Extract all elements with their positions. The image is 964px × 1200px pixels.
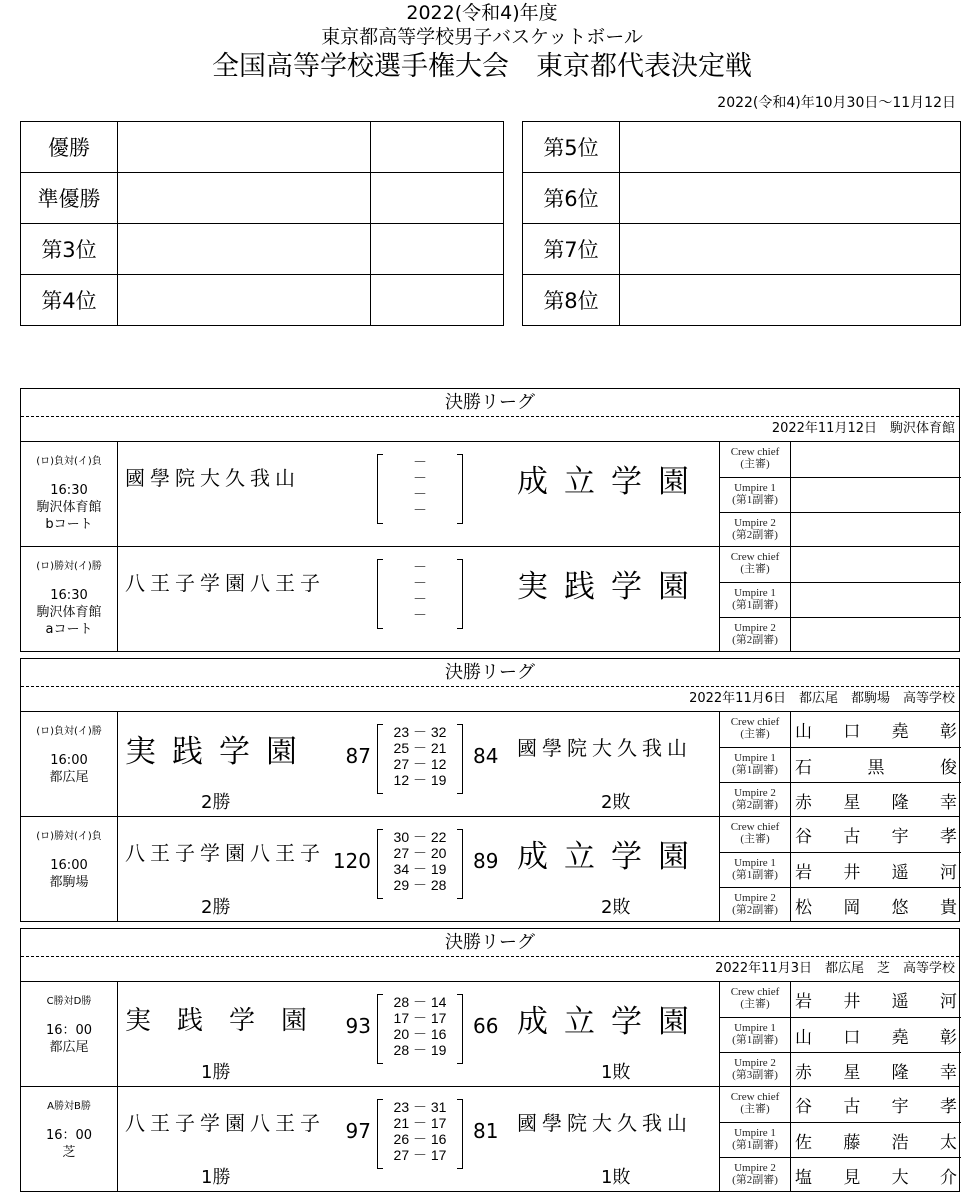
rank-label: 第5位: [523, 122, 620, 173]
game-row: [21, 547, 959, 651]
left-score: 120: [332, 849, 371, 873]
title-league: 東京都高等学校男子バスケットボール: [321, 26, 643, 48]
ranking-table-right: [522, 121, 961, 326]
ranking-row: [523, 173, 961, 224]
left-team: 八王子学園八王子: [125, 571, 325, 595]
referee-name: 赤星隆幸: [795, 1063, 957, 1083]
left-result: 1勝: [201, 1062, 231, 1083]
game-time-venue: 16：00 都広尾: [45, 1023, 93, 1055]
ref-label-umpire1: Umpire 1 (第1副審): [719, 1123, 791, 1157]
referee-name: 谷古宇孝: [795, 827, 957, 847]
referee-panel: [719, 817, 961, 921]
quarter-scores: 23 － 31 21 － 17 26 － 16 27 － 17: [377, 1099, 463, 1169]
referee-panel: [719, 547, 961, 651]
referee-name: 谷古宇孝: [795, 1097, 957, 1117]
game-row: [21, 1087, 959, 1191]
section-venue: 2022年11月3日 都広尾 芝 高等学校: [21, 957, 959, 982]
quarter-scores: 23 － 32 25 － 21 27 － 12 12 － 19: [377, 724, 463, 794]
game-time-venue: 16：00 芝: [45, 1128, 93, 1160]
ranking-row: [21, 224, 504, 275]
referee-name: 赤星隆幸: [795, 793, 957, 813]
right-result: 1敗: [601, 1062, 631, 1083]
game-time-venue: 16:30 駒沢体育館 aコート: [36, 588, 102, 637]
game-info: [21, 817, 118, 921]
ref-label-umpire1: Umpire 1 (第1副審): [719, 748, 791, 782]
right-team: 実践学園: [517, 569, 705, 605]
title-tournament: 全国高等学校選手権大会 東京都代表決定戦: [212, 51, 752, 82]
right-team: 成立学園: [517, 839, 705, 875]
rank-team-cell: [118, 173, 371, 224]
referee-name: 岩井遥河: [795, 863, 957, 883]
rank-team-cell: [118, 224, 371, 275]
game-row: [21, 982, 959, 1087]
rank-team-cell: [620, 173, 961, 224]
left-team: 國學院大久我山: [125, 466, 300, 490]
referee-name: 岩井遥河: [795, 992, 957, 1012]
section-venue: 2022年11月6日 都広尾 都駒場 高等学校: [21, 687, 959, 712]
ranking-row: [523, 275, 961, 326]
left-result: 2勝: [201, 897, 231, 918]
game-time-venue: 16:00 都広尾: [49, 753, 89, 785]
referee-name: 山口堯彰: [795, 722, 957, 742]
game-info: [21, 442, 118, 546]
left-score: 93: [345, 1014, 371, 1038]
game-row: [21, 442, 959, 547]
left-score: 87: [345, 744, 371, 768]
title-year: 2022(令和4)年度: [406, 2, 558, 24]
quarter-scores: 28 － 14 17 － 17 20 － 16 28 － 19: [377, 994, 463, 1064]
ranking-row: [21, 173, 504, 224]
right-score: 84: [473, 744, 499, 768]
referee-name: 山口堯彰: [795, 1028, 957, 1048]
referee-name: 佐藤浩太: [795, 1133, 957, 1153]
rank-label: 第6位: [523, 173, 620, 224]
matchup-code: A勝対B勝: [47, 1101, 91, 1112]
ref-label-umpire2: Umpire 2 (第2副審): [719, 618, 791, 651]
referee-panel: [719, 712, 961, 816]
right-team: 成立学園: [517, 464, 705, 500]
ref-label-crew-chief: Crew chief (主審): [719, 1087, 791, 1122]
rank-team-cell: [620, 275, 961, 326]
right-team: 成立学園: [517, 1004, 705, 1040]
right-result: 2敗: [601, 792, 631, 813]
left-team: 実践学園: [125, 1006, 334, 1036]
ranking-row: [523, 122, 961, 173]
rank-extra-cell: [371, 173, 504, 224]
right-team: 國學院大久我山: [517, 1111, 692, 1135]
game-time-venue: 16:30 駒沢体育館 bコート: [36, 483, 102, 532]
matchup-code: (ロ)勝対(イ)負: [36, 831, 102, 842]
quarter-scores: － － － －: [377, 454, 463, 524]
ref-label-umpire2: Umpire 2 (第2副審): [719, 513, 791, 546]
left-team: 八王子学園八王子: [125, 1111, 325, 1135]
left-result: 1勝: [201, 1167, 231, 1188]
rank-label: 第3位: [21, 224, 118, 275]
section-title: 決勝リーグ: [21, 389, 959, 417]
referee-name: 石黒俊: [795, 758, 957, 778]
ref-label-crew-chief: Crew chief (主審): [719, 817, 791, 852]
ref-label-crew-chief: Crew chief (主審): [719, 712, 791, 747]
right-score: 89: [473, 849, 499, 873]
rank-label: 準優勝: [21, 173, 118, 224]
game-info: [21, 1087, 118, 1191]
right-team: 國學院大久我山: [517, 736, 692, 760]
ref-label-umpire2: Umpire 2 (第2副審): [719, 783, 791, 816]
ref-label-crew-chief: Crew chief (主審): [719, 442, 791, 477]
ref-label-umpire1: Umpire 1 (第1副審): [719, 478, 791, 512]
rank-extra-cell: [371, 275, 504, 326]
game-row: [21, 712, 959, 817]
rank-label: 第4位: [21, 275, 118, 326]
ref-label-umpire1: Umpire 1 (第1副審): [719, 853, 791, 887]
ref-label-umpire2: Umpire 2 (第2副審): [719, 1158, 791, 1191]
ranking-row: [21, 275, 504, 326]
rank-label: 第8位: [523, 275, 620, 326]
referee-name: 塩見大介: [795, 1168, 957, 1188]
section-title: 決勝リーグ: [21, 659, 959, 687]
matchup-code: (ロ)勝対(イ)勝: [36, 561, 102, 572]
ref-label-crew-chief: Crew chief (主審): [719, 982, 791, 1017]
referee-panel: [719, 442, 961, 546]
ranking-row: [523, 224, 961, 275]
left-score: 97: [345, 1119, 371, 1143]
right-score: 81: [473, 1119, 499, 1143]
left-result: 2勝: [201, 792, 231, 813]
ref-label-umpire1: Umpire 1 (第1副審): [719, 583, 791, 617]
quarter-scores: － － － －: [377, 559, 463, 629]
ref-label-umpire1: Umpire 1 (第1副審): [719, 1018, 791, 1052]
rank-extra-cell: [371, 122, 504, 173]
ref-label-umpire2: Umpire 2 (第2副審): [719, 888, 791, 921]
rank-label: 第7位: [523, 224, 620, 275]
matchup-code: (ロ)負対(イ)負: [36, 456, 102, 467]
right-score: 66: [473, 1014, 499, 1038]
matchup-code: (ロ)負対(イ)勝: [36, 726, 102, 737]
left-team: 八王子学園八王子: [125, 841, 325, 865]
quarter-scores: 30 － 22 27 － 20 34 － 19 29 － 28: [377, 829, 463, 899]
game-info: [21, 547, 118, 651]
rank-team-cell: [118, 122, 371, 173]
right-result: 1敗: [601, 1167, 631, 1188]
rank-label: 優勝: [21, 122, 118, 173]
rank-team-cell: [620, 224, 961, 275]
game-info: [21, 712, 118, 816]
league-section: [20, 388, 960, 652]
ranking-row: [21, 122, 504, 173]
section-title: 決勝リーグ: [21, 929, 959, 957]
rank-team-cell: [620, 122, 961, 173]
rank-team-cell: [118, 275, 371, 326]
league-section: [20, 928, 960, 1192]
rank-extra-cell: [371, 224, 504, 275]
matchup-code: C勝対D勝: [46, 996, 92, 1007]
left-team: 実践学園: [125, 734, 313, 770]
game-row: [21, 817, 959, 921]
ref-label-crew-chief: Crew chief (主審): [719, 547, 791, 582]
referee-panel: [719, 982, 961, 1086]
date-range: 2022(令和4)年10月30日～11月12日: [717, 95, 956, 111]
ranking-table-left: [20, 121, 504, 326]
referee-name: 松岡悠貴: [795, 898, 957, 918]
section-venue: 2022年11月12日 駒沢体育館: [21, 417, 959, 442]
game-info: [21, 982, 118, 1086]
game-time-venue: 16:00 都駒場: [49, 858, 89, 890]
referee-panel: [719, 1087, 961, 1191]
ref-label-umpire2: Umpire 2 (第3副審): [719, 1053, 791, 1086]
right-result: 2敗: [601, 897, 631, 918]
league-section: [20, 658, 960, 922]
